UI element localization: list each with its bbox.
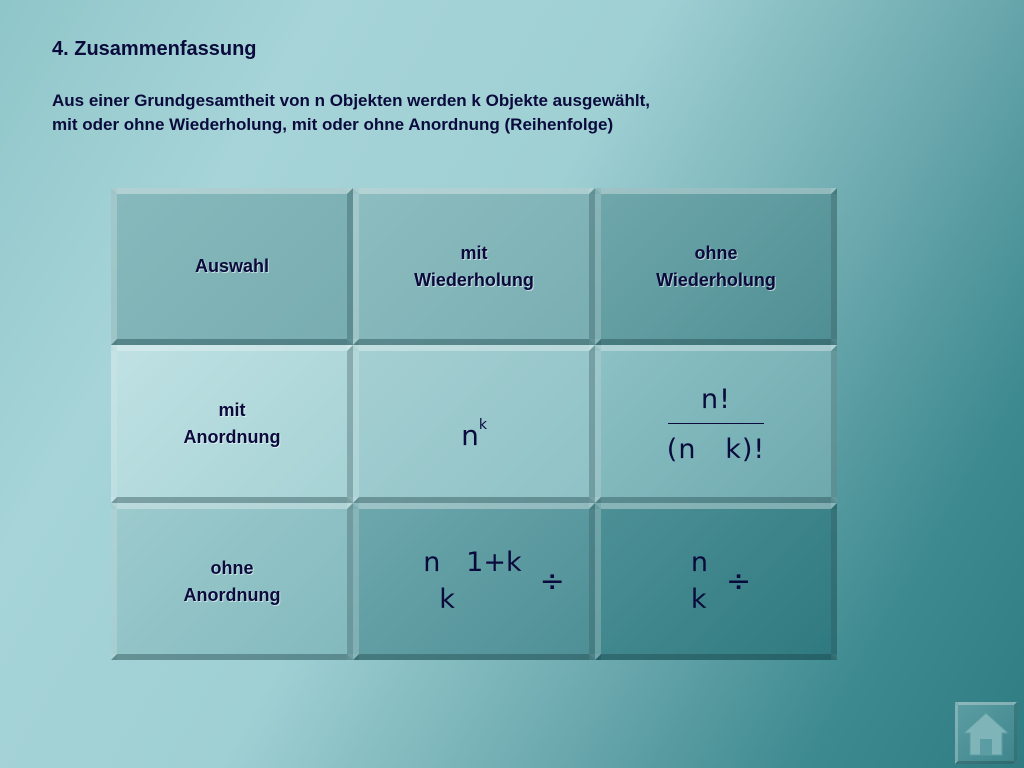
intro-line-2: mit oder ohne Wiederholung, mit oder ohne Anordnung (Reihenfolge): [52, 114, 614, 134]
row-ohne-anordnung-line-2: Anordnung: [183, 584, 281, 605]
row-mit-anordnung-line-2: Anordnung: [183, 427, 281, 447]
fraction-bar: [668, 423, 764, 424]
formula-base: n: [461, 418, 479, 452]
intro-text: [52, 89, 912, 137]
binomial-bottom: k: [439, 583, 455, 615]
summary-table: [111, 188, 837, 660]
binomial-bottom: k: [690, 583, 707, 615]
header-cell-auswahl: [111, 188, 353, 345]
binomial-top: n: [690, 547, 708, 579]
page-title: 4. Zusammenfassung: [52, 38, 257, 60]
fraction-denominator: (n k)!: [666, 433, 766, 465]
formula-combination-with-repetition: [353, 503, 595, 660]
row-mit-anordnung-line-1: mit: [218, 400, 246, 420]
header-mit-wiederholung-line-1: mit: [460, 242, 488, 263]
fraction: [667, 384, 765, 465]
home-icon: [958, 705, 1014, 761]
fraction-numerator: n!: [701, 383, 731, 415]
header-cell-ohne-wiederholung: [595, 188, 837, 345]
row-label-mit-anordnung: [111, 345, 353, 503]
formula-variation-without-repetition: [595, 345, 837, 503]
formula-combination-without-repetition: [595, 503, 837, 660]
formula-variation-with-repetition: [353, 345, 595, 503]
header-ohne-wiederholung-line-2: Wiederholung: [656, 269, 776, 290]
binomial-top: n 1+k: [423, 547, 522, 579]
binomial-symbol: ÷: [725, 564, 752, 599]
binomial-stack: [423, 545, 521, 618]
header-auswahl-label: Auswahl: [194, 256, 269, 276]
formula-exponent: k: [478, 416, 487, 433]
row-ohne-anordnung-line-1: ohne: [210, 557, 254, 578]
intro-line-1: Aus einer Grundgesamtheit von n Objekten werden k Objekte ausgewählt,: [52, 91, 650, 110]
home-button[interactable]: [955, 702, 1017, 764]
header-cell-mit-wiederholung: [353, 188, 595, 345]
binomial-symbol: ÷: [539, 564, 565, 599]
row-label-ohne-anordnung: [111, 503, 353, 660]
header-mit-wiederholung-line-2: Wiederholung: [414, 269, 534, 290]
binomial-stack: [691, 545, 708, 618]
header-ohne-wiederholung-line-1: ohne: [694, 242, 738, 263]
